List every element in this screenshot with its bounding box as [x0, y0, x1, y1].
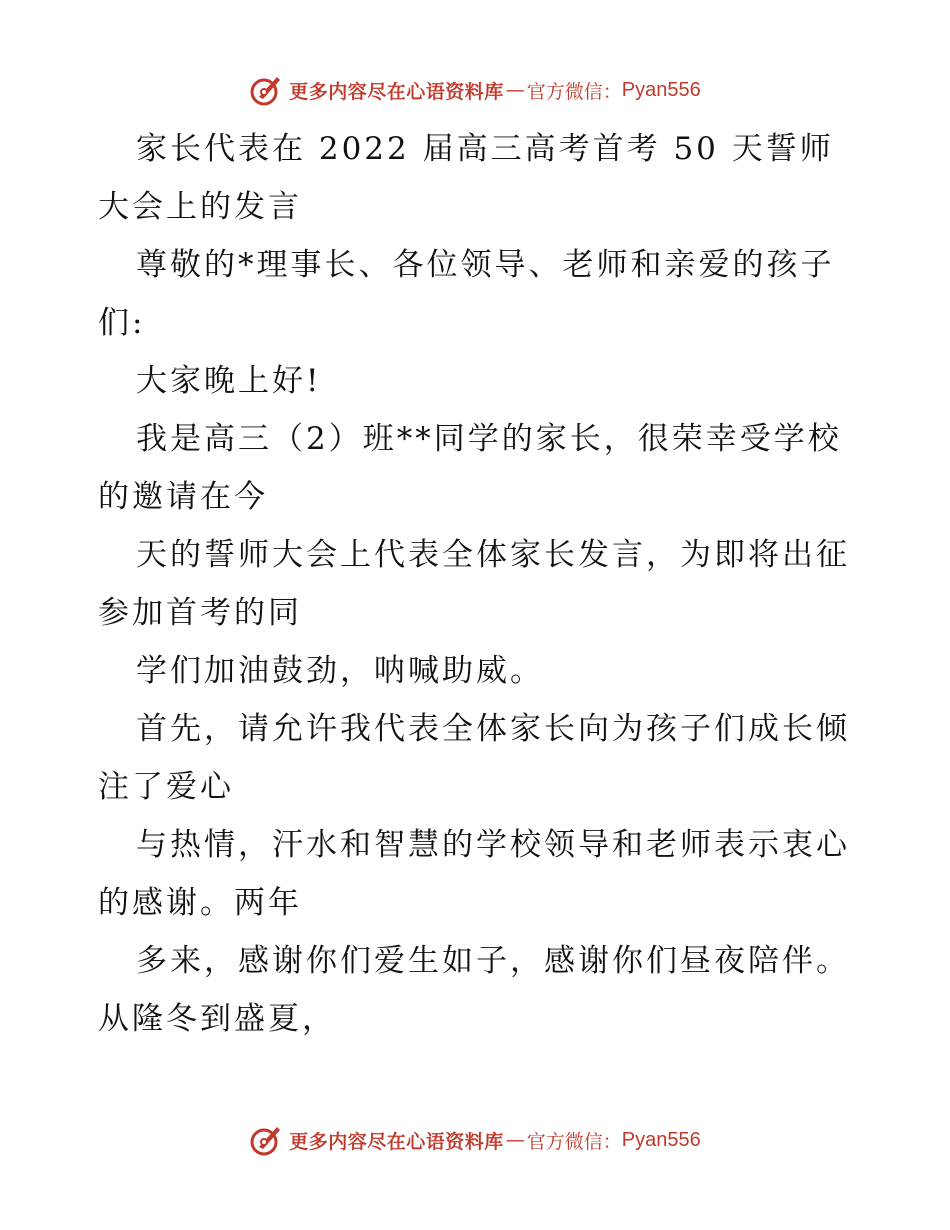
paragraph: 多来，感谢你们爱生如子，感谢你们昼夜陪伴。从隆冬到盛夏，	[98, 943, 850, 1037]
quill-logo-icon	[249, 1123, 283, 1157]
watermark-label: 官方微信：	[526, 80, 622, 103]
watermark-separator: —	[505, 79, 525, 101]
document-body	[98, 120, 858, 1048]
footer-watermark	[0, 1120, 950, 1160]
watermark-separator: —	[505, 1129, 525, 1151]
paragraph-salutation: 尊敬的*理事长、各位领导、老师和亲爱的孩子们:	[98, 247, 835, 341]
quill-logo-icon	[249, 73, 283, 107]
watermark-label: 官方微信：	[526, 1130, 622, 1153]
document-title: 家长代表在 2022 届高三高考首考 50 天誓师大会上的发言	[98, 131, 834, 225]
paragraph: 我是高三（2）班**同学的家长，很荣幸受学校的邀请在今	[98, 421, 842, 515]
watermark-wechat-id: Pyan556	[621, 1128, 701, 1151]
header-watermark	[0, 70, 950, 110]
watermark-brand: 更多内容尽在心语资料库	[289, 1130, 504, 1153]
watermark-wechat-id: Pyan556	[621, 78, 701, 101]
paragraph: 与热情，汗水和智慧的学校领导和老师表示衷心的感谢。两年	[98, 827, 850, 921]
paragraph: 天的誓师大会上代表全体家长发言，为即将出征参加首考的同	[98, 537, 850, 631]
watermark-brand: 更多内容尽在心语资料库	[289, 80, 504, 103]
paragraph: 学们加油鼓劲，呐喊助威。	[136, 653, 544, 689]
paragraph: 首先，请允许我代表全体家长向为孩子们成长倾注了爱心	[98, 711, 850, 805]
paragraph-greeting: 大家晚上好!	[136, 363, 322, 399]
